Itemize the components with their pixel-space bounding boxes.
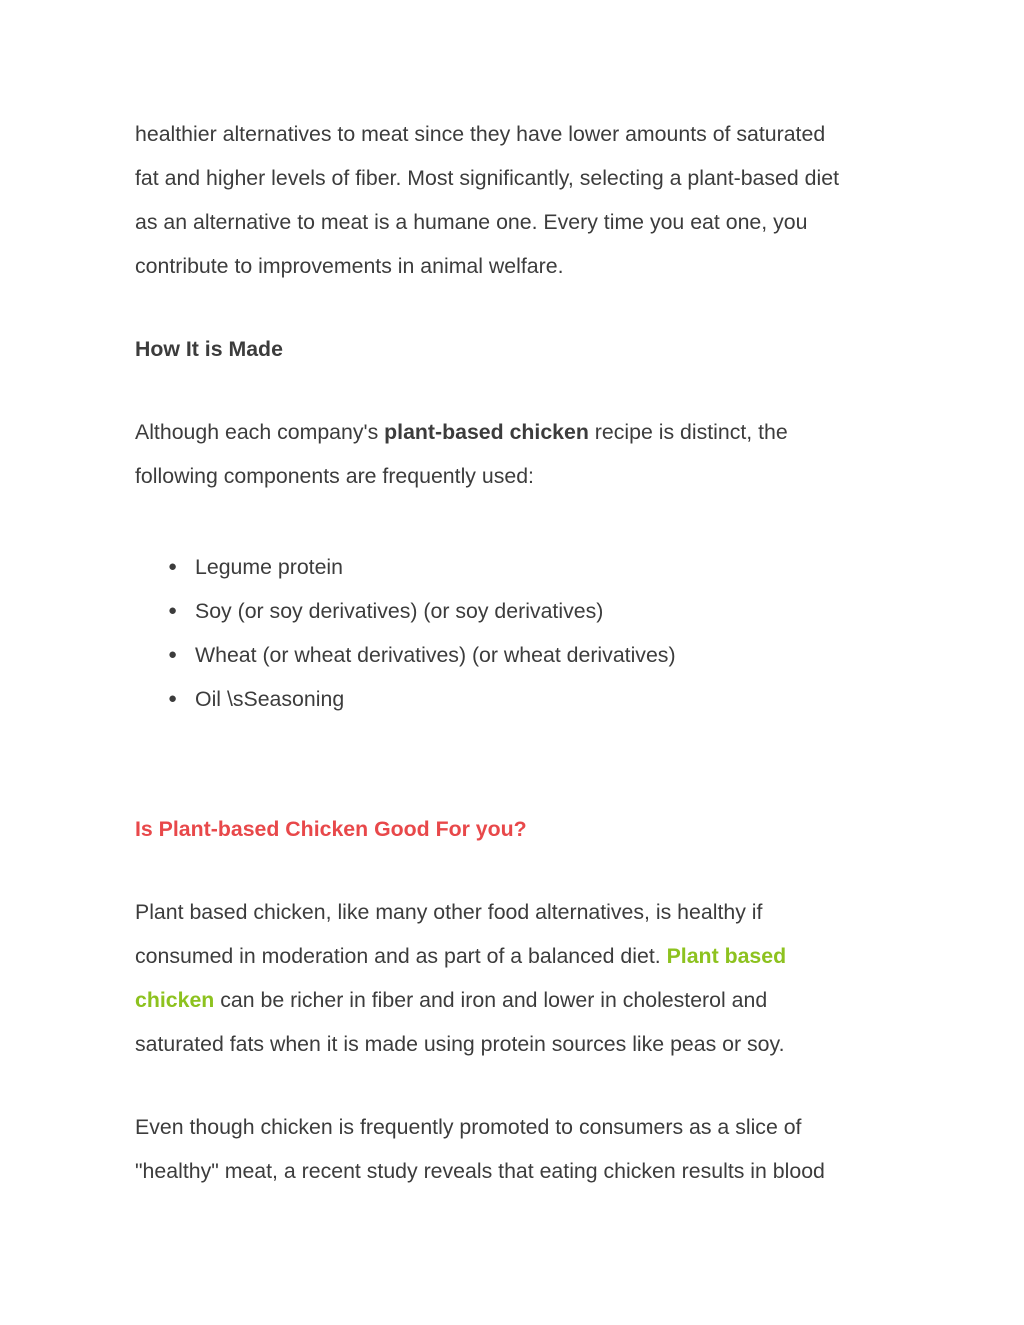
plant-based-chicken-link[interactable]: Plant based: [666, 944, 787, 968]
paragraph-line: Plant based chicken, like many other food alternatives, is healthy if: [135, 900, 763, 924]
text-span: recipe is distinct, the: [588, 420, 788, 444]
paragraph-line: as an alternative to meat is a humane one. Every time you eat one, you: [135, 210, 808, 234]
paragraph-line: [135, 419, 788, 445]
paragraph-line: saturated fats when it is made using protein sources like peas or soy.: [135, 1032, 785, 1056]
list-item-text: Oil \sSeasoning: [195, 687, 345, 711]
paragraph-line: following components are frequently used:: [135, 464, 534, 488]
paragraph-line: contribute to improvements in animal welfare.: [135, 254, 564, 278]
list-item-text: Soy (or soy derivatives) (or soy derivatives): [195, 599, 604, 623]
plant-based-chicken-link[interactable]: chicken: [135, 988, 215, 1012]
section-heading-colored: Is Plant-based Chicken Good For you?: [135, 817, 527, 841]
paragraph-line: healthier alternatives to meat since they have lower amounts of saturated: [135, 122, 826, 146]
list-item-text: Legume protein: [195, 555, 343, 579]
bullet-icon: ●: [168, 690, 178, 707]
paragraph-line: fat and higher levels of fiber. Most significantly, selecting a plant-based diet: [135, 166, 839, 190]
text-span: Although each company's: [135, 420, 385, 444]
section-heading: How It is Made: [135, 337, 283, 361]
bold-keyword: plant-based chicken: [384, 420, 589, 444]
list-item-text: Wheat (or wheat derivatives) (or wheat derivatives): [195, 643, 676, 667]
text-span: consumed in moderation and as part of a balanced diet.: [135, 944, 667, 968]
text-span: can be richer in fiber and iron and lower in cholesterol and: [214, 988, 768, 1012]
bullet-icon: ●: [168, 646, 178, 663]
paragraph-line: [135, 987, 767, 1013]
paragraph-line: "healthy" meat, a recent study reveals that eating chicken results in blood: [135, 1159, 825, 1183]
paragraph-line: [135, 943, 786, 969]
bullet-icon: ●: [168, 602, 178, 619]
paragraph-line: Even though chicken is frequently promoted to consumers as a slice of: [135, 1115, 802, 1139]
bullet-icon: ●: [168, 558, 178, 575]
